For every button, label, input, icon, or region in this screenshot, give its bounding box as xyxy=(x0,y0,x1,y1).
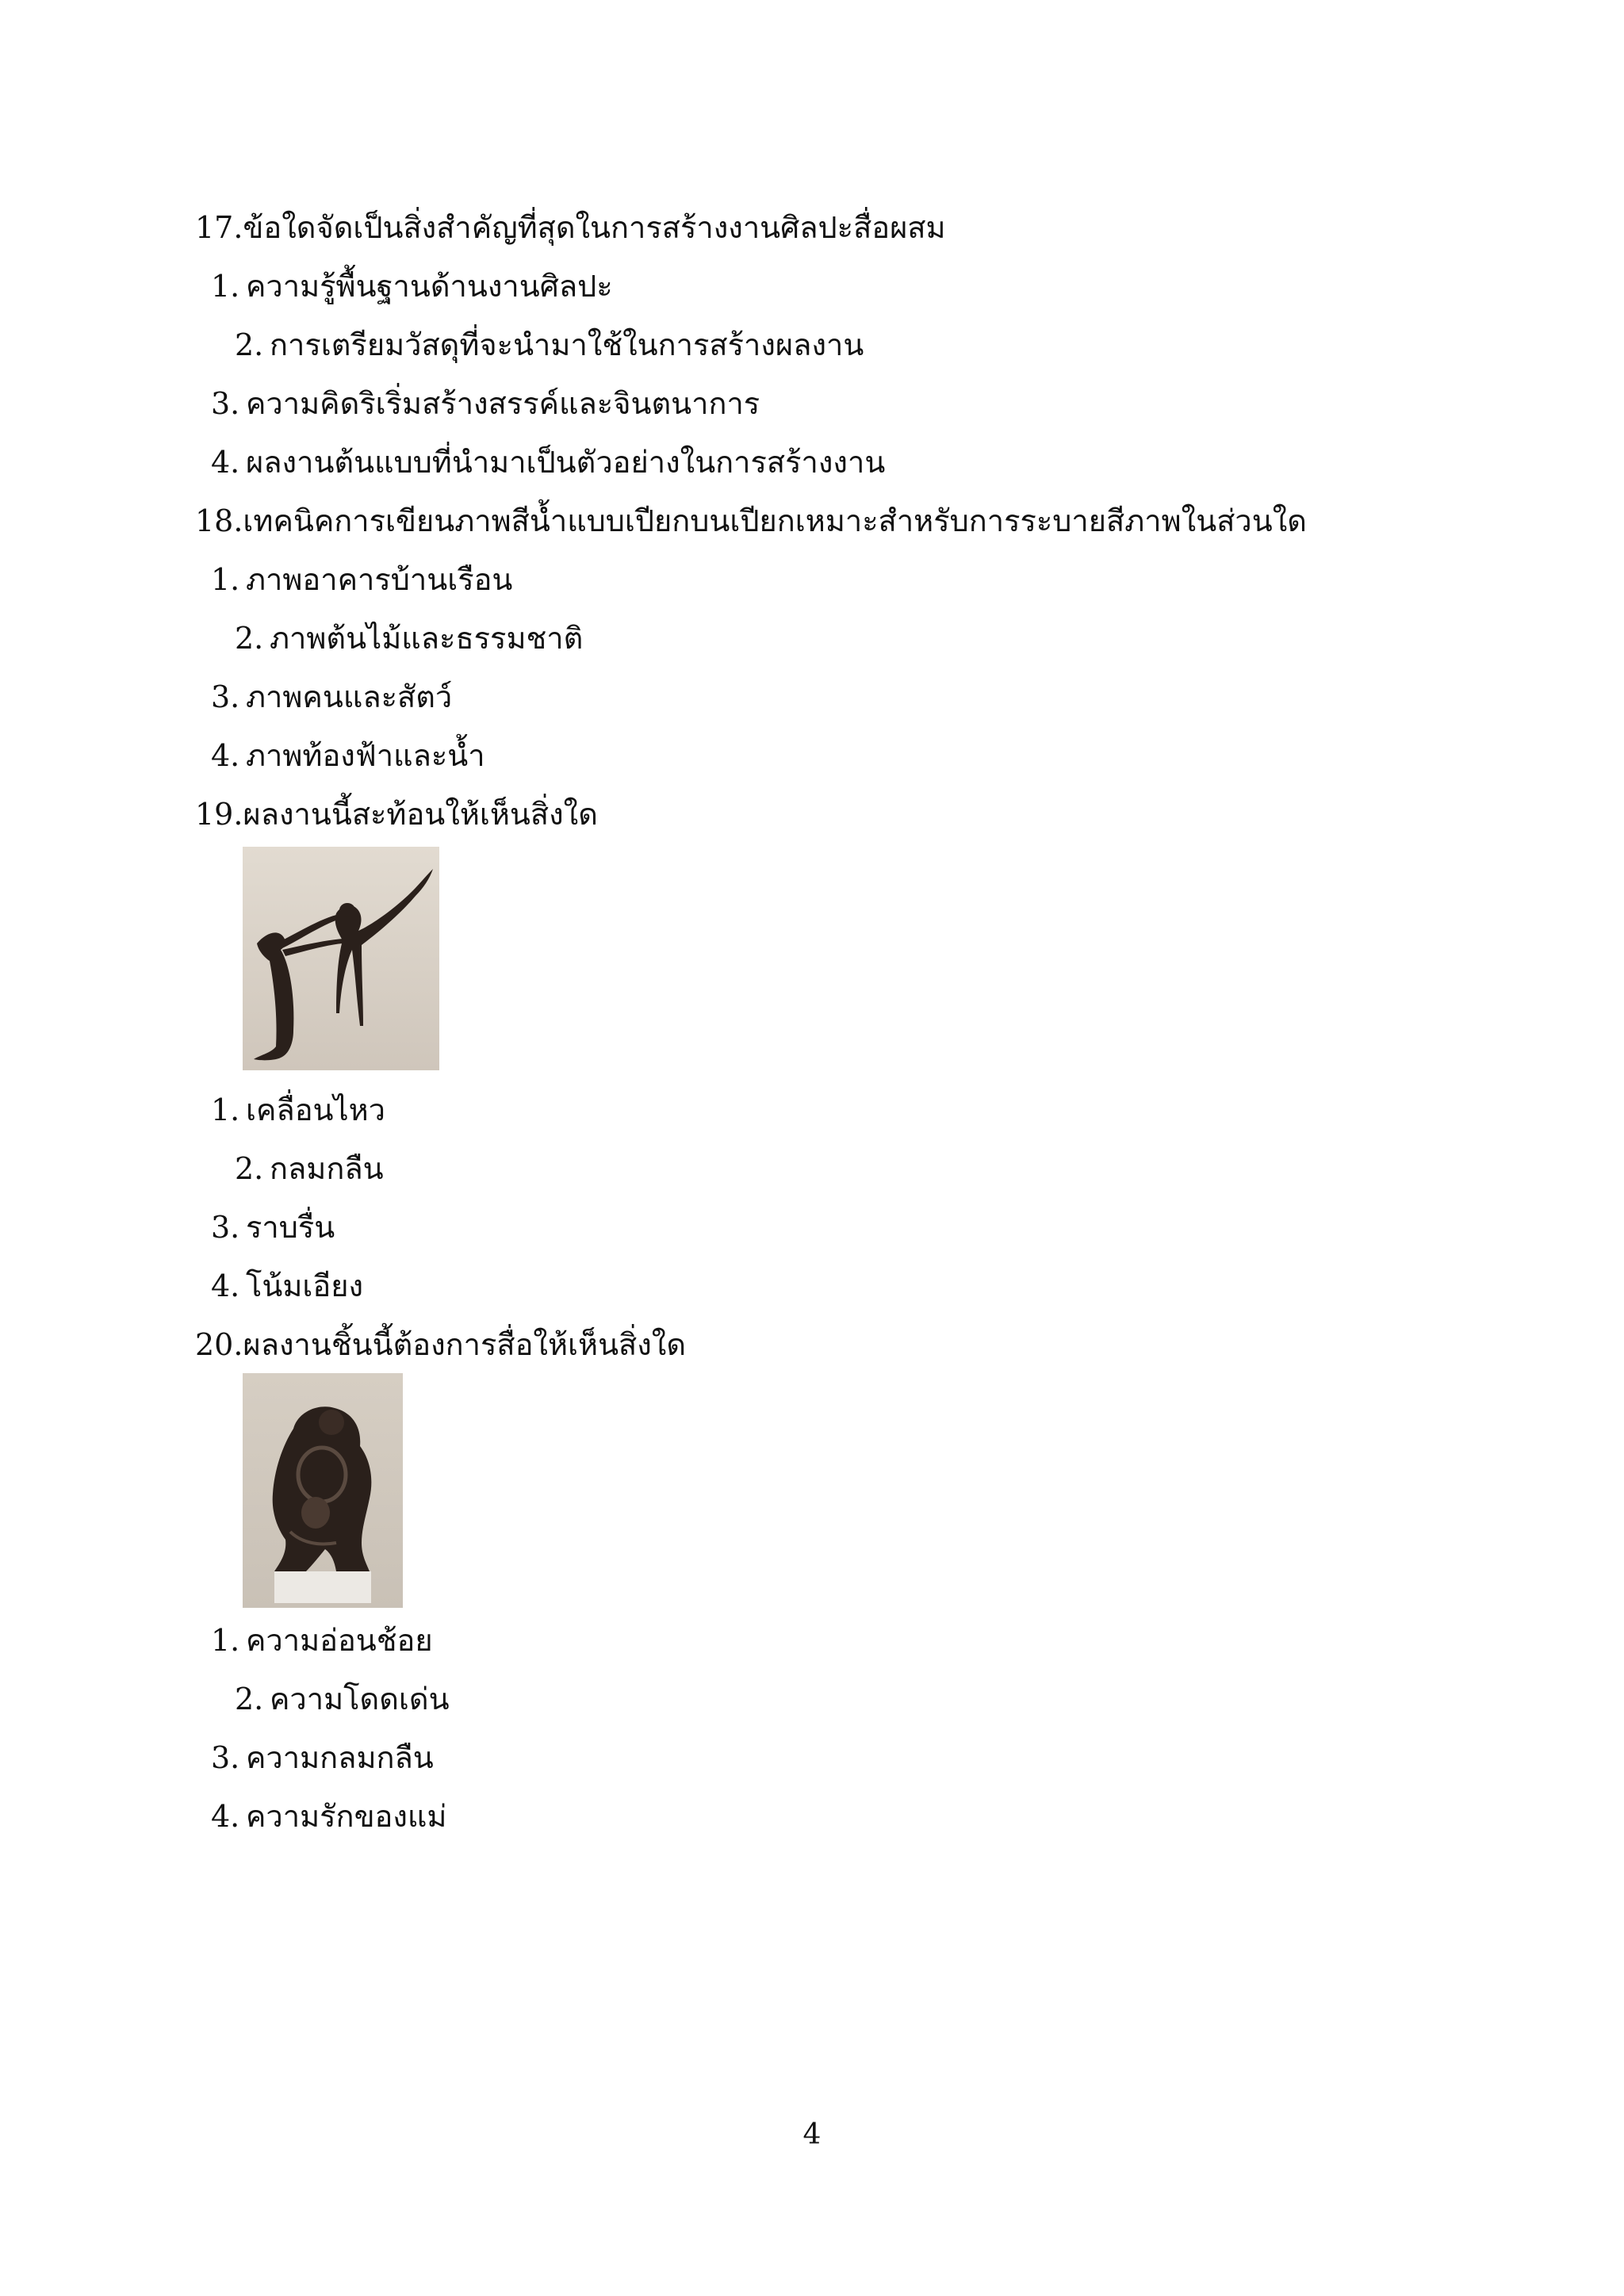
question-20-stem: 20.ผลงานชิ้นนี้ต้องการสื่อให้เห็นสิ่งใด xyxy=(195,1327,687,1362)
question-17-stem: 17.ข้อใดจัดเป็นสิ่งสำคัญที่สุดในการสร้างงานศิลปะสื่อผสม xyxy=(195,210,946,245)
option-text: ความรู้พื้นฐานด้านงานศิลปะ xyxy=(246,269,613,304)
question-17-option-4 xyxy=(211,443,885,481)
option-text: เคลื่อนไหว xyxy=(246,1093,385,1127)
option-text: ราบรื่น xyxy=(246,1210,335,1245)
option-number: 2. xyxy=(235,1682,264,1716)
option-number: 1. xyxy=(211,1093,240,1127)
question-18-stem: 18.เทคนิคการเขียนภาพสีน้ำแบบเปียกบนเปียกเหมาะสำหรับการระบายสีภาพในส่วนใด xyxy=(195,503,1307,538)
option-text: ความอ่อนช้อย xyxy=(246,1623,433,1658)
option-text: ความกลมกลืน xyxy=(246,1740,434,1775)
sculpture-dancers-image xyxy=(243,847,439,1070)
option-number: 1. xyxy=(211,562,240,597)
question-19-option-1 xyxy=(211,1091,385,1129)
question-18-option-2 xyxy=(235,619,583,657)
question-17-option-2 xyxy=(235,326,864,364)
question-19-option-3 xyxy=(211,1208,335,1246)
option-text: ความคิดริเริ่มสร้างสรรค์และจินตนาการ xyxy=(246,386,760,421)
question-20-option-1 xyxy=(211,1621,433,1659)
question-20-option-2 xyxy=(235,1680,450,1718)
option-text: กลมกลืน xyxy=(270,1151,384,1186)
question-19-option-2 xyxy=(235,1150,384,1188)
option-number: 3. xyxy=(211,386,240,421)
option-number: 2. xyxy=(235,327,264,362)
option-text: ภาพท้องฟ้าและน้ำ xyxy=(246,738,485,773)
option-number: 3. xyxy=(211,1210,240,1245)
question-18-option-1 xyxy=(211,561,512,599)
option-number: 2. xyxy=(235,1151,264,1186)
option-number: 4. xyxy=(211,1799,240,1834)
question-18-option-3 xyxy=(211,678,452,716)
question-20-option-3 xyxy=(211,1739,434,1777)
option-number: 4. xyxy=(211,738,240,773)
option-text: ความรักของแม่ xyxy=(246,1799,447,1834)
question-17-option-3 xyxy=(211,385,760,423)
page-number: 4 xyxy=(802,2118,822,2151)
question-20-option-4 xyxy=(211,1797,446,1835)
option-text: ภาพคนและสัตว์ xyxy=(246,679,453,714)
option-text: การเตรียมวัสดุที่จะนำมาใช้ในการสร้างผลงาน xyxy=(270,327,864,362)
option-number: 1. xyxy=(211,1623,240,1658)
option-text: โน้มเอียง xyxy=(246,1269,364,1303)
option-number: 1. xyxy=(211,269,240,304)
question-19-stem: 19.ผลงานนี้สะท้อนให้เห็นสิ่งใด xyxy=(195,797,598,832)
option-text: ผลงานต้นแบบที่นำมาเป็นตัวอย่างในการสร้างงาน xyxy=(246,445,886,480)
option-number: 4. xyxy=(211,445,240,480)
sculpture-mother-child-image xyxy=(243,1373,403,1608)
sculpture-photo-mother-child xyxy=(243,1373,403,1608)
question-19-option-4 xyxy=(211,1267,363,1305)
sculpture-photo-dancers xyxy=(243,847,439,1070)
option-text: ภาพอาคารบ้านเรือน xyxy=(246,562,513,597)
option-number: 4. xyxy=(211,1269,240,1303)
option-number: 3. xyxy=(211,679,240,714)
option-text: ภาพต้นไม้และธรรมชาติ xyxy=(270,621,584,656)
option-number: 3. xyxy=(211,1740,240,1775)
question-18-option-4 xyxy=(211,737,485,775)
question-17-option-1 xyxy=(211,267,613,305)
option-text: ความโดดเด่น xyxy=(270,1682,450,1716)
option-number: 2. xyxy=(235,621,264,656)
